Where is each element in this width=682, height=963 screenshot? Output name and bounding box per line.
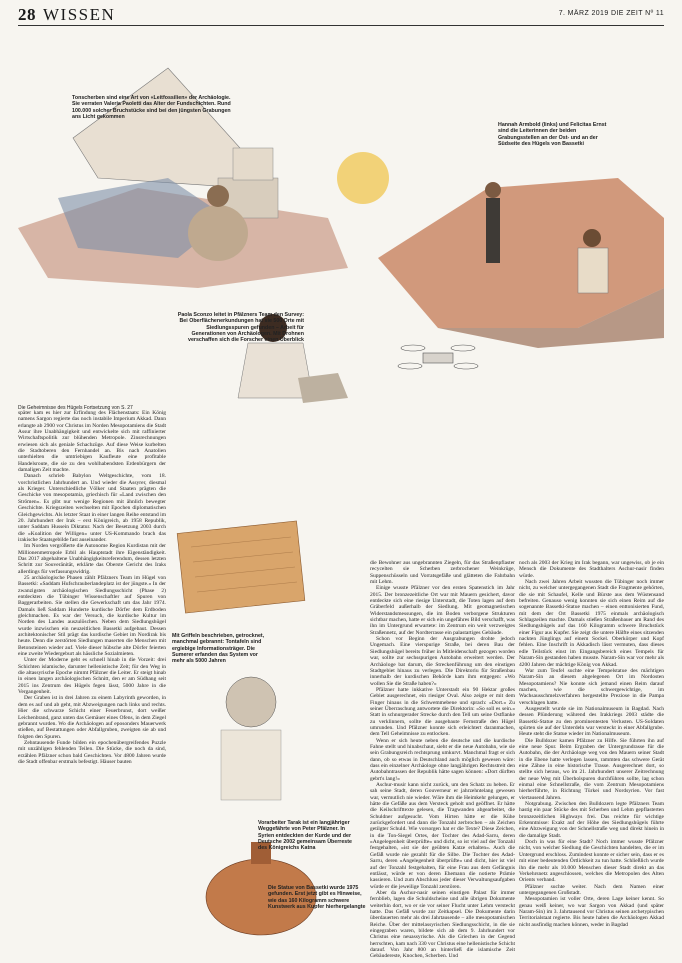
col3-p6: Notgrabung. Zwischen den Bulldozern legte Pfälzners Team hastig ein paar Stücke des mit Scherben und Lehm gepflasterten bronzezeitlichen Highways frei. Das reichte für wichtige Erkenntnisse: Exakt auf der Höhe des Siedlungshügels führte eine Abzweigung von der Schnellstraße weg und direkt hinein in die damalige Stadt.: [519, 801, 664, 839]
col3-p4: Ausgestellt wurde sie im Nationalmuseum in Bagdad. Nach dessen Plünderung während des Irakkriegs 2003 städte die Bassetki-Statue zu den prominentesten Verlusten. US-Soldaten spürten sie auf der Unterdeln war versteckt in einer Abfallgrube. Heute steht die Statue wieder im Nationalmuseum.: [519, 705, 664, 738]
caption-tablets: Mit Griffeln beschrieben, getrocknet, manchmal gebrannt: Tontafeln sind ergiebige Informationsträger. Die Sumerer erfanden das System vor mehr als 5000 Jahren: [172, 633, 265, 665]
col1-p3: Im Norden vergrößerte die Autonome Region Kurdistan mit der Millionenmetropole Erbil als Hauptstadt ihre Eigenständigkeit. Das 2017 abgehaltene Unabhängigkeitsreferendum, dessen letzten Schritt zur Souveränität, erklärte das Oberste Gericht des Iraks allerdings für verfassungswidrig.: [18, 543, 166, 575]
header-rule: [18, 25, 664, 26]
text-column-1: [18, 410, 166, 958]
text-column-3: [519, 560, 664, 960]
caption-pottery: Tonscherben sind eine Art von «Leitfossilien» der Archäologie. Sie verraten Valeria Paoletti das Alter der Fundschichten. Rund 100.000 solcher Bruchstücke sind bei den jüngsten Grabungen ans Licht gekommen: [72, 95, 231, 120]
col2-p3: Schon vor Beginn der Ausgrabungen drohte jedoch Ungemach. Eine vierspurige Straße, bei deren Bau der Siedlungshügel bereits früher in Mitleidenschaft gezogen worden war, sollte zur sechsspurigen Autobahn erweitert werden. Der Archäologe bat darum, die Streckenführung um den einstigen Stadtgebiet hinaus zu verlegen. Die Direktoriu für Straßenbau innerhalb der kurdischen Behörde kam ihm entgegen: »Wo wollen Sie die Straße haben?«: [370, 636, 515, 687]
col2-p6: Aschur-musir kann nicht zurück, um den Schatz zu heben. Er sah seine Stadt, deren Gouverneur er jahrzehntelang gewesen war, vermutlich nie wieder. Wäre ihm die Heimkehr gelungen, er hätte die Gefäße aus dem Versteck geholt und geöffnet. Er hätte die Keilschrifttexte gelesen, die Tragwanden abgearbeitet, die Schuldner aufgesucht. Vom Hirten hätte er die Kühe zurückgefordert und dann die Tonzahl zerbrochen – als Zeichen getilgter Schuld. Wie vorsorgen hat er die Texte? Diese Zeichen, in die Ton-Siegel Ortes, der Tochter des Adad-Sarru, deren »Angelegenheit überprüfte« und dicht, so ist viel auf der Tonzahl festgehalten, »ist sie der geübten Katze erhalten«. Auch die Gefäß wurde nie gezahlt für die Silbe. Die Tochter des Adad-Sarru, deren »Angelegenheit überprüfte« und dicht, hier ist viel auf der Tonzahl festgehalten, für eine Frau aus dem Gefängnis entlässt, würde er von deren Ehemann die notierte Prämie kassieren. Und zum Abschluss jeder dieser Verwaltungsaufgaben würde er die jeweilige Tonzahl zerstören.: [370, 782, 515, 890]
col1-p6: Der Graben ist in drei Jahren zu einem Labyrinth geworden, in dem es auf und ab geht, mit Abzweigungen nach links und rechts. Hier die schwarze Schicht einer Feuerbrunst, dort weißer Leichenbrand, ganz unten das Gemäuer eines Ofens, in dem Ziegel gebrannt wurden. Wo die Archäologen auf eposonders Mauerwerk stießen, auf Bestattungen oder Abfallgruben, zweigten sie ab und folgten den Spuren.: [18, 695, 166, 740]
caption-foreman: Vorarbeiter Tarak ist ein langjähriger Weggefährte von Peter Pfälzner. In Syrien entdeckten der Kurde und der Deutsche 2002 gemeinsam Überreste des Königreichs Katna: [258, 820, 352, 852]
section-title: WISSEN: [43, 5, 116, 24]
col3-p1: noch als 2003 der Krieg im Irak begann, war ungewiss, ob je ein Mensch die Dokumente des Stadthalters Aschur-nasir finden würde.: [519, 560, 664, 579]
caption-excavation-leaders: Hannah Armbold (links) und Felicitas Ernst sind die Leiterinnen der beiden Grabungsstellen an der Ost- und an der Südseite des Hügels von Bassetki: [498, 122, 607, 147]
dateline: 7. MÄRZ 2019 DIE ZEIT Nº 11: [558, 10, 664, 17]
col3-p3: War zum Teufel suchte eine Tempelstatue des mächtigen Naram-Sin an diesem abgelegenen Ort im Nordosten Mesopotamiens? Nie konnte sich jemand einen Reim darauf machen, wie die schwergewichtige, im Wachsausschmelzverfahren hergestellte Preziose in die Pampa verschlagen hatte.: [519, 667, 664, 706]
col1-p5: Unter der Moderne geht es schnell hinab in die Vorzeit: drei Schichten islamische, darunter hellenistische Zeit; für den Weg in die altassyrische Epoche nimmt Pfälzner die Leiter. Er steigt hinab in einen langen archäologischen Schnitt, den er am Südhang seit 2015 ins Zentrum des Hügels fegen lässt, 5000 Jahre in die Vergangenheit.: [18, 657, 166, 696]
col2-p4: Pfälzner hatte inkkative Unterstadt ein 90 Hektar großes Gebiet ausgerechnet, ein riesiger Oval. Also zeigte er mit dem Finger hinaus in die Schwemmebene und sprach: »Dort.« Zu seiner Überraschung antwortete die Direktorin: »So soll es sein.« Statt in schnurgerader Strecke durch den Tell um seine Ostflanke zu verklinnern, sollte die ausgebaute Fernstraße den Hügel umrunden. Und Pfälzner konnte sich erleichtert daranmachen, dem Tell Geheimnisse zu entlocken.: [370, 686, 515, 738]
col2-p5: Wenn er sich heute neben die deutsche und die kurdische Fahne stellt und hinabschaut, sieht er die neue Autobahn, wie sie sein Grabungsreich rechtsprung umkurvt. Manchmal fragt er sich dann, ob so etwas in Deutschland auch möglich gewesen wäre: dass ein einzelner Archäologe ohne langjährigen Rechtsstreit den Autobahntrassen der Republik hätte sagen können: »Dort dürften gebrt's lang!«: [370, 737, 515, 782]
middle-figures: [166, 412, 366, 952]
tent-shape: [73, 68, 258, 188]
col3-p8: Pfälzner suchte weiter. Nach dem Namen einer untergegangenen Großstadt.: [519, 883, 664, 896]
col3-p9: Mesopotamien ist voller Orte, deren Lage keiner kennt. So genau weiß keiner, wo war Sargon von Akkad (und später Naram-Sin) im 3. Jahrtausend vor Christus seinen archetypischen Territorialstaat regierte. Bis heute haben die Archäologen Akkad nicht ausfindig machen können, weder in Bagdad: [519, 896, 664, 928]
col3-p5: Die Bulldozer kamen Pfälzner zu Hilfe. Sie führten ihn auf eine neue Spur. Beim Ergraben der Untergrundrasse für die Autobahn, die der Archäologe weg von den Mauern seiner Stadt in die Ebene hatte verlegen lassen, rammten das schwere Gerät eine Zähne in eine historische Trasse. Ausgerechnet dort, so stellte sich heraus, wo im 21. Jahrhundert unserer Zeitrechnung der neue Weg mit Überholspuren durchführen sollte, lag schon einmal eine Schnellstraße, die vom Zentrum Mesopotamiens hierherführte, in Richtung Türkei und Nordsyrien. Vor fast viertausend Jahren.: [519, 737, 664, 801]
woman-figure-shape: [486, 198, 500, 263]
col2-p1: die Bewohner aus ungebrannten Ziegeln, für das Straßenpflaster recycelten sie Scherben zerbrochener Weinkrüge, Suppenschüsseln und Vorratsgefäße und glätteten die Fahrbahn mit Lehm.: [370, 560, 515, 586]
caption-statue: Die Statue von Bassetki wurde 1975 gefunden. Erst jetzt gibt es Hinweise, wie das 160 Kilogramm schwere Kunstwerk aus Kupfer hierhergelangte: [268, 885, 366, 910]
text-column-2: [370, 560, 515, 960]
sun-shape: [337, 152, 389, 204]
page-header: [18, 5, 664, 27]
clay-tablet-shape: [177, 521, 305, 613]
col2-p7: Aber da Aschur-nasir seinen einstigen Palast für immer fernblieb, lagen die Schuldscheine und alle übrigen Dokumente weiterhin dort, wo er sie vor seiner Flucht unter Lehm versteckt hatte. Das Gefäß wurde zur Zeitkapsel. Die Dokumente darin überdauerten mehr als drei Jahrtausende – alle mesopotamischen Reiche. Über der mittelassyrischen Siedlungsschicht, in die sie eingegraben waren, bildete sich ab dem 9. Jahrhundert vor Christus eine neuassyrische. Als die Griechen in der Gegend herrschten, kam nach 330 vor Christus eine hellenistische Schicht darauf. Von Jahr 800 an hinterließ die islamische Zeit Gebäudereste, Knochen, Scherben. Und: [370, 889, 515, 960]
col1-p7: Zehntausende Funde bilden ein epochenübergreifendes Puzzle mit unzähligen fehlenden Teilen. Die Stücke, die noch da sind, erzählen Pfälzner schon bald Geschichten. Vor 4800 Jahren wurde die Stadt offenbar erstmals befestigt. Häuser bauten: [18, 739, 166, 765]
col1-p1: später kam es hier zur Erfindung des Flächenstaats: Ein König namens Sargon regierte das noch instabile Imperium Akkad. Dann erlangte ab 2900 vor Christus im Norden Mesopotamiens die Stadt Assur ihre Unabhängigkeit und entwickelte sich mit raffinierter Wirtschaftspolitik zur blühenden Metropole. Zinsrechnungen erwiesen sich als geniale Schachzüge. Auf diese Weise kurbelten die Stadtoberen den Fernhandel an. Bis nach Anatolien unterhielten die umtriebigen Kaufleute eine profitable Handelsroute, die sie zu den wohlhabendsten Erdenbürgern der damaligen Zeit machte.: [18, 410, 166, 474]
col3-p2: Nach zwei Jahren Arbeit wussten die Tübinger noch immer nicht, zu welcher untergegangenen Stadt die Fragmente gehörten, die sie mit Schaufel, Kelle und Bürste aus dem Wüstensand befreiten. Genauso wenig konnten sie sich einen Reim auf die sogenannte Bassetki-Statue machen – einen enttonisierten Fund, mit dem der Ort Bassetki 1975 einmals archäologisch Schlagzeilen machte. Damals stießen Straßenbauer am Rand des Siedlungshügels auf das 160 Kilogramm schwere Bruchstück einer Figur aus Kupfer. Sie zeigt die untere Hälfte eines sitzenden nackten Jünglings auf einem Sockel. Oberkörper und Kopf fehlen. Eine Inschrift in Akkadisch lässt vermuten, dass dieses edle Teilstück einst im Eingangsbereich eines Tempels für Naram-Sin gestanden haben musste. Naram-Sin war vor mehr als 4200 Jahren der mächtige König von Akkad.: [519, 579, 664, 668]
mound-shape: [378, 178, 664, 328]
col3-p7: Doch in was für eine Stadt? Noch immer wusste Pfälzner nicht, von welcher Siedlung die Geschichten handelten, die er im Untergrund erschloss. Zumindest konnte er sicher sein, dass er es mit einer bedeutenden Örtlichkeit zu tun hatte. Schließlich wurde ihn die mehr als 10.000 Menschen dieser Stadt direkt an das Verkehrsnetz angeschlossen, welches die Metropolen des Alten Orients verband.: [519, 839, 664, 884]
col1-p4: 25 archäologische Phasen zählt Pfälzners Team im Hügel von Bassetki: »Saddam Hufschrauberlandeplatz ist der jüngste.« In der zwanzigsten archäologischen Siedlungsschicht (Phase 2) entdeckten die Tübinger Wissenschaftler auf Spuren von Baggerarbeiten. Sie stellen die Gewerkschaft um das Jahr 1974. Damals ließ Saddam Hunderte kurdische Dörfer dem Erdboden gleichmachen. Es war der Versuch, die kurdische Kultur im Norden des Landes auszulöschen. Neben dem Siedlungshügel wurde inzwischen ein neuzeitlichen Bassetki aufgebaut. Dessen architektonischer Stil prägt das kurdische Gebiet im Nordirak bis heute. Denn die zerstörten Siedlungen maserten die Menschen mit Betonsteinen wieder auf. Viele dieser hübsche alte Dörfer feierten eine zweite Wiedergeburt als hässliche Sozialmieten.: [18, 574, 166, 658]
col2-p2: Einige wusste Pfälzner vor den ersten Spatenstich im Jahr 2015. Der bronzezeitliche Ort war mit Mauern gesichert, davor entdeckte sich eine riesige Unterstadt, die Toten lagen auf dem Gräberfeld außerhalb der Siedlung. Mit geomagnetischen Widerstandsmessungen, die im Boden verborgene Strukturen sichtbar machen, hatte er sich ein ungefähres Bild verschafft, was ihn im Untergrund erwartete: im Zentrum ein weit verzweigtes Straßennetz, auf der Nordterrasse ein palastartiges Gebäude.: [370, 585, 515, 636]
continuation-note: Die Geheimnisse des Hügels Fortsetzung von S. 27: [18, 405, 133, 411]
drone-shape: [398, 345, 478, 369]
col1-p2: Danach schrieb Babylon Weltgeschichte, vom 18. vorchristlichen Jahrhundert an. Und wieder die Assyrer, diesmal als Krieger. Unterschiedliche Völker und Staaten prägten die Geschicke von mesopotamia, griechisch für »Land zwischen den Strömen«. Es gibt nur wenige Regionen mit ähnlich bewegter Geschichte. Kriegszeiten wechselten mit Epochen diplomatischen Gleichgewichts. Als letzter Staat in einer langen Reihe entstand im 20. Jahrhundert der Irak – erst Königreich, ab 1958 Republik, unter Saddam Hussein Diktatur. Nach der Besetzung 2003 durch die »Koalition der Willigen« unter US-Kommando brach das irakische Staatsgebilde fast auseinander.: [18, 473, 166, 543]
foreman-figure-shape: [226, 677, 276, 727]
page-number: 28: [18, 5, 36, 24]
excavation-illustration: [18, 28, 664, 418]
worker-figure-shape: [188, 205, 248, 261]
caption-survey: Paola Sconzo leitet in Pfälzners Team den Survey: Bei Oberflächenerkundungen hat sie 500 Orte mit Siedlungsspuren gefunden – Arbeit für Generationen von Archäologen. Mit Drohnen verschaffen sich die Forscher einen Überblick: [177, 312, 304, 344]
